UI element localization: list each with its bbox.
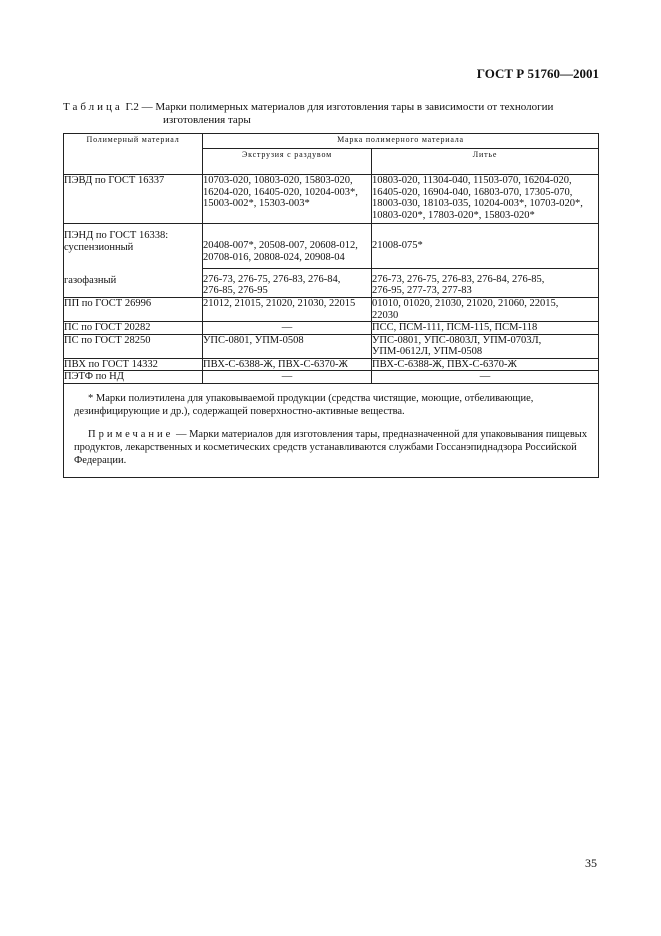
material-cell: ПС по ГОСТ 20282	[64, 322, 203, 335]
document-code: ГОСТ Р 51760—2001	[476, 66, 599, 81]
page-number: 35	[585, 856, 597, 870]
table-header-row	[64, 134, 599, 149]
casting-cell: ПВХ-С-6388-Ж, ПВХ-С-6370-Ж	[372, 358, 599, 371]
materials-table	[63, 133, 599, 478]
caption-text: — Марки полимерных материалов для изготовления тары в зависимости от технологии	[138, 101, 554, 113]
note-text: — Марки материалов для изготовления тары, предназначенной для упаковывания пищевых продуктов, лекарственных и косметических средств устанавливаются службами Госсанэпиднадзора Российской Федерации.	[74, 428, 588, 466]
note-label: Примечание	[88, 428, 174, 440]
casting-cell: 276-73, 276-75, 276-83, 276-84, 276-85, 276-95, 277-73, 277-83	[372, 268, 599, 298]
caption-number: Г.2	[125, 101, 139, 113]
table-row	[64, 175, 599, 224]
extrusion-cell: —	[203, 371, 372, 384]
note	[74, 428, 588, 467]
table-row	[64, 224, 599, 269]
material-cell: ПЭНД по ГОСТ 16338: суспензионный	[64, 224, 203, 269]
header-extrusion: Экструзия с раздувом	[203, 149, 372, 175]
casting-cell: 21008-075*	[372, 224, 599, 269]
table-row	[64, 358, 599, 371]
caption-text-continued: изготовления тары	[163, 114, 251, 126]
casting-cell: УПС-0801, УПС-0803Л, УПМ-0703Л, УПМ-0612Л, УПМ-0508	[372, 334, 599, 358]
header-material: Полимерный материал	[64, 134, 203, 175]
extrusion-cell: 20408-007*, 20508-007, 20608-012, 20708-016, 20808-024, 20908-04	[203, 224, 372, 269]
table-caption	[63, 101, 603, 127]
casting-cell: 10803-020, 11304-040, 11503-070, 16204-020, 16405-020, 16904-040, 16803-070, 17305-070, 18003-030, 18103-035, 10204-003*, 10703-020*, 10803-020*, 17803-020*, 15803-020*	[372, 175, 599, 224]
casting-cell: —	[372, 371, 599, 384]
casting-cell: ПСС, ПСМ-111, ПСМ-115, ПСМ-118	[372, 322, 599, 335]
extrusion-cell: 10703-020, 10803-020, 15803-020, 16204-020, 16405-020, 10204-003*, 15003-002*, 15303-003*	[203, 175, 372, 224]
material-cell: ПВХ по ГОСТ 14332	[64, 358, 203, 371]
material-cell: газофазный	[64, 268, 203, 298]
table-row	[64, 268, 599, 298]
header-casting: Литье	[372, 149, 599, 175]
table-row	[64, 334, 599, 358]
material-cell: ПС по ГОСТ 28250	[64, 334, 203, 358]
material-cell: ПП по ГОСТ 26996	[64, 298, 203, 322]
caption-prefix: Таблица	[63, 101, 123, 113]
material-cell: ПЭВД по ГОСТ 16337	[64, 175, 203, 224]
footnote: * Марки полиэтилена для упаковываемой продукции (средства чистящие, моющие, отбеливающие, дезинфицирующие и др.), содержащей поверхностно-активные вещества.	[74, 392, 534, 417]
extrusion-cell: УПС-0801, УПМ-0508	[203, 334, 372, 358]
table-footer-row	[64, 383, 599, 477]
material-cell: ПЭТФ по НД	[64, 371, 203, 384]
header-grade: Марка полимерного материала	[203, 134, 599, 149]
extrusion-cell: 21012, 21015, 21020, 21030, 22015	[203, 298, 372, 322]
table-notes	[64, 383, 599, 477]
casting-cell: 01010, 01020, 21030, 21020, 21060, 22015, 22030	[372, 298, 599, 322]
extrusion-cell: —	[203, 322, 372, 335]
extrusion-cell: ПВХ-С-6388-Ж, ПВХ-С-6370-Ж	[203, 358, 372, 371]
table-row	[64, 322, 599, 335]
extrusion-cell: 276-73, 276-75, 276-83, 276-84, 276-85, 276-95	[203, 268, 372, 298]
table-row	[64, 371, 599, 384]
table-row	[64, 298, 599, 322]
